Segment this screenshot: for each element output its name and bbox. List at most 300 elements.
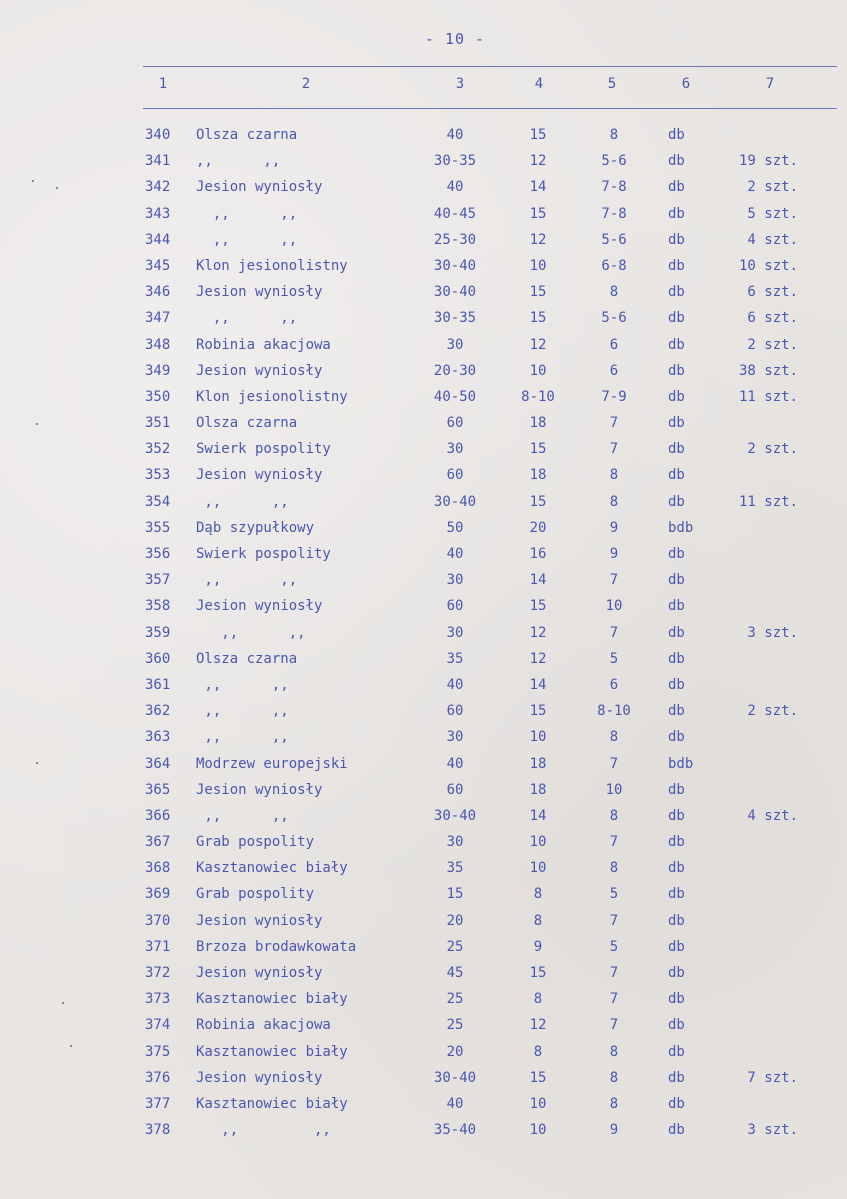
- column-4-value: 12: [529, 1017, 547, 1034]
- column-4-value: 14: [529, 572, 547, 589]
- column-3-value: 30: [446, 624, 464, 641]
- column-6-value: db: [668, 493, 685, 510]
- paper-speck: [32, 180, 34, 182]
- column-6-value: db: [668, 703, 685, 720]
- column-5-value: 9: [609, 1122, 619, 1139]
- row-number: 364: [145, 755, 171, 772]
- column-6-value: db: [668, 676, 685, 693]
- column-3-value: 40: [446, 1095, 464, 1112]
- column-5-value: 5-6: [601, 231, 627, 248]
- table-row: [0, 176, 847, 202]
- row-number: 365: [145, 781, 171, 798]
- column-3-value: 30-40: [433, 807, 477, 824]
- row-number: 343: [145, 205, 171, 222]
- species-name: Jesion wyniosły: [196, 467, 323, 484]
- column-3-value: 35: [446, 650, 464, 667]
- table-row: [0, 307, 847, 333]
- column-3-value: 30: [446, 729, 464, 746]
- row-number: 375: [145, 1043, 171, 1060]
- row-number: 358: [145, 598, 171, 615]
- column-3-value: 30-40: [433, 493, 477, 510]
- column-6-value: bdb: [668, 519, 694, 536]
- column-header-7: 7: [765, 76, 775, 92]
- column-header-5: 5: [607, 76, 617, 92]
- column-4-value: 12: [529, 624, 547, 641]
- column-4-value: 12: [529, 336, 547, 353]
- table-row: [0, 334, 847, 360]
- column-6-value: db: [668, 729, 685, 746]
- column-6-value: db: [668, 467, 685, 484]
- column-6-value: db: [668, 284, 685, 301]
- table-row: [0, 255, 847, 281]
- table-row: [0, 988, 847, 1014]
- column-3-value: 60: [446, 467, 464, 484]
- species-name: ,, ,,: [196, 729, 289, 746]
- table-row: [0, 517, 847, 543]
- species-name: ,, ,,: [196, 572, 298, 589]
- row-number: 355: [145, 519, 171, 536]
- species-name: Dąb szypułkowy: [196, 519, 315, 536]
- column-4-value: 12: [529, 153, 547, 170]
- column-7-value: 38 szt.: [738, 362, 798, 379]
- species-name: Klon jesionolistny: [196, 257, 348, 274]
- column-4-value: 15: [529, 1069, 547, 1086]
- column-6-value: db: [668, 965, 685, 981]
- species-name: Jesion wyniosły: [196, 284, 323, 301]
- row-number: 363: [145, 729, 171, 746]
- column-3-value: 40: [446, 676, 464, 693]
- column-header-2: 2: [301, 76, 311, 92]
- column-4-value: 10: [529, 1122, 547, 1139]
- column-3-value: 30: [446, 572, 464, 589]
- row-number: 376: [145, 1069, 171, 1086]
- species-name: ,, ,,: [196, 807, 289, 824]
- table-row: [0, 753, 847, 779]
- column-6-value: db: [668, 624, 685, 641]
- table-row: [0, 438, 847, 464]
- table-row: [0, 1119, 847, 1145]
- column-header-3: 3: [455, 76, 465, 92]
- column-5-value: 8: [609, 807, 619, 824]
- row-number: 347: [145, 310, 171, 327]
- table-row: [0, 360, 847, 386]
- column-5-value: 5-6: [601, 310, 627, 327]
- column-4-value: 14: [529, 179, 547, 196]
- row-number: 348: [145, 336, 171, 353]
- column-6-value: db: [668, 336, 685, 353]
- column-6-value: db: [668, 1069, 685, 1086]
- species-name: Olsza czarna: [196, 127, 298, 143]
- column-7-value: 6 szt.: [747, 284, 798, 301]
- row-number: 366: [145, 807, 171, 824]
- column-7-value: 2 szt.: [747, 703, 798, 720]
- column-6-value: db: [668, 231, 685, 248]
- column-3-value: 40-50: [433, 388, 477, 405]
- species-name: Grab pospolity: [196, 886, 315, 903]
- column-5-value: 8: [609, 1069, 619, 1086]
- column-6-value: db: [668, 1095, 685, 1112]
- column-6-value: db: [668, 834, 685, 851]
- column-6-value: db: [668, 257, 685, 274]
- table-row: [0, 674, 847, 700]
- row-number: 346: [145, 284, 171, 301]
- column-6-value: db: [668, 1017, 685, 1034]
- column-3-value: 30-35: [433, 153, 477, 170]
- column-3-value: 30: [446, 834, 464, 851]
- species-name: Jesion wyniosły: [196, 1069, 323, 1086]
- species-name: Olsza czarna: [196, 415, 298, 432]
- table-row: [0, 543, 847, 569]
- column-3-value: 35-40: [433, 1122, 477, 1139]
- column-4-value: 9: [533, 938, 543, 955]
- paper-speck: [56, 187, 58, 189]
- row-number: 340: [145, 127, 171, 143]
- column-3-value: 30-40: [433, 284, 477, 301]
- column-4-value: 18: [529, 415, 547, 432]
- species-name: ,, ,,: [196, 1122, 331, 1139]
- column-6-value: db: [668, 205, 685, 222]
- column-5-value: 5: [609, 886, 619, 903]
- table-row: [0, 1093, 847, 1119]
- species-name: Swierk pospolity: [196, 546, 331, 562]
- row-number: 359: [145, 624, 171, 641]
- column-header-6: 6: [681, 76, 691, 92]
- row-number: 371: [145, 938, 171, 955]
- column-6-value: db: [668, 546, 685, 562]
- column-5-value: 7: [609, 572, 619, 589]
- table-row: [0, 124, 847, 150]
- column-5-value: 7: [609, 834, 619, 851]
- paper-speck: [36, 762, 38, 764]
- row-number: 351: [145, 415, 171, 432]
- table-row: [0, 883, 847, 909]
- paper-speck: [62, 1002, 64, 1004]
- column-4-value: 10: [529, 362, 547, 379]
- table-row: [0, 805, 847, 831]
- column-4-value: 15: [529, 598, 547, 615]
- column-3-value: 20: [446, 1043, 464, 1060]
- column-3-value: 40: [446, 179, 464, 196]
- column-4-value: 14: [529, 676, 547, 693]
- column-7-value: 2 szt.: [747, 336, 798, 353]
- table-row: [0, 1041, 847, 1067]
- table-row: [0, 464, 847, 490]
- column-4-value: 12: [529, 650, 547, 667]
- column-3-value: 40: [446, 755, 464, 772]
- column-4-value: 18: [529, 781, 547, 798]
- species-name: Kasztanowiec biały: [196, 991, 348, 1008]
- table-body: [0, 124, 847, 1145]
- column-6-value: db: [668, 598, 685, 615]
- column-3-value: 40: [446, 546, 464, 562]
- column-5-value: 7: [609, 415, 619, 432]
- column-4-value: 8: [533, 991, 543, 1008]
- column-5-value: 8: [609, 729, 619, 746]
- species-name: Jesion wyniosły: [196, 362, 323, 379]
- species-name: Kasztanowiec biały: [196, 860, 348, 877]
- table-row: [0, 386, 847, 412]
- column-7-value: 7 szt.: [747, 1069, 798, 1086]
- column-7-value: 5 szt.: [747, 205, 798, 222]
- column-7-value: 2 szt.: [747, 179, 798, 196]
- table-row: [0, 857, 847, 883]
- table-row: [0, 962, 847, 988]
- column-5-value: 8: [609, 860, 619, 877]
- row-number: 342: [145, 179, 171, 196]
- column-6-value: db: [668, 781, 685, 798]
- column-5-value: 5: [609, 938, 619, 955]
- column-4-value: 15: [529, 703, 547, 720]
- species-name: Olsza czarna: [196, 650, 298, 667]
- column-4-value: 10: [529, 729, 547, 746]
- row-number: 349: [145, 362, 171, 379]
- row-number: 368: [145, 860, 171, 877]
- column-5-value: 7: [609, 1017, 619, 1034]
- column-6-value: db: [668, 127, 685, 143]
- column-7-value: 6 szt.: [747, 310, 798, 327]
- row-number: 341: [145, 153, 171, 170]
- column-3-value: 25: [446, 938, 464, 955]
- row-number: 350: [145, 388, 171, 405]
- row-number: 374: [145, 1017, 171, 1034]
- species-name: Jesion wyniosły: [196, 598, 323, 615]
- species-name: Grab pospolity: [196, 834, 315, 851]
- table-row: [0, 622, 847, 648]
- species-name: ,, ,,: [196, 205, 298, 222]
- species-name: Kasztanowiec biały: [196, 1095, 348, 1112]
- row-number: 367: [145, 834, 171, 851]
- paper-speck: [70, 1045, 72, 1047]
- paper-speck: [36, 423, 38, 425]
- column-3-value: 50: [446, 519, 464, 536]
- column-4-value: 14: [529, 807, 547, 824]
- species-name: Brzoza brodawkowata: [196, 938, 357, 955]
- column-header-1: 1: [158, 76, 168, 92]
- table-row: [0, 569, 847, 595]
- species-name: ,, ,,: [196, 231, 298, 248]
- column-3-value: 30: [446, 441, 464, 458]
- column-6-value: db: [668, 912, 685, 929]
- column-5-value: 10: [605, 781, 623, 798]
- column-3-value: 25-30: [433, 231, 477, 248]
- table-row: [0, 491, 847, 517]
- column-5-value: 8: [609, 127, 619, 143]
- column-3-value: 30-40: [433, 257, 477, 274]
- column-4-value: 12: [529, 231, 547, 248]
- column-3-value: 30: [446, 336, 464, 353]
- table-row: [0, 726, 847, 752]
- column-3-value: 20-30: [433, 362, 477, 379]
- row-number: 356: [145, 546, 171, 562]
- column-3-value: 60: [446, 415, 464, 432]
- column-5-value: 6: [609, 676, 619, 693]
- row-number: 352: [145, 441, 171, 458]
- table-row: [0, 648, 847, 674]
- column-5-value: 8: [609, 1043, 619, 1060]
- table-row: [0, 779, 847, 805]
- column-4-value: 10: [529, 1095, 547, 1112]
- column-6-value: bdb: [668, 755, 694, 772]
- row-number: 369: [145, 886, 171, 903]
- species-name: Klon jesionolistny: [196, 388, 348, 405]
- species-name: Jesion wyniosły: [196, 912, 323, 929]
- column-5-value: 7: [609, 991, 619, 1008]
- column-6-value: db: [668, 938, 685, 955]
- column-3-value: 25: [446, 1017, 464, 1034]
- column-4-value: 15: [529, 965, 547, 981]
- column-3-value: 40: [446, 127, 464, 143]
- table-row: [0, 281, 847, 307]
- column-6-value: db: [668, 1122, 685, 1139]
- column-6-value: db: [668, 650, 685, 667]
- species-name: Jesion wyniosły: [196, 179, 323, 196]
- column-6-value: db: [668, 1043, 685, 1060]
- row-number: 361: [145, 676, 171, 693]
- column-6-value: db: [668, 991, 685, 1008]
- row-number: 372: [145, 965, 171, 981]
- column-4-value: 15: [529, 205, 547, 222]
- column-3-value: 30-35: [433, 310, 477, 327]
- column-6-value: db: [668, 860, 685, 877]
- species-name: Robinia akacjowa: [196, 1017, 331, 1034]
- table-row: [0, 229, 847, 255]
- column-5-value: 8: [609, 1095, 619, 1112]
- column-6-value: db: [668, 179, 685, 196]
- column-6-value: db: [668, 388, 685, 405]
- table-row: [0, 936, 847, 962]
- row-number: 345: [145, 257, 171, 274]
- column-4-value: 15: [529, 441, 547, 458]
- column-5-value: 7-9: [601, 388, 627, 405]
- row-number: 354: [145, 493, 171, 510]
- column-4-value: 20: [529, 519, 547, 536]
- column-6-value: db: [668, 807, 685, 824]
- column-4-value: 8: [533, 886, 543, 903]
- column-7-value: 19 szt.: [738, 153, 798, 170]
- column-4-value: 10: [529, 860, 547, 877]
- column-7-value: 2 szt.: [747, 441, 798, 458]
- column-header-4: 4: [534, 76, 544, 92]
- species-name: Jesion wyniosły: [196, 965, 323, 981]
- column-3-value: 40-45: [433, 205, 477, 222]
- column-5-value: 7-8: [601, 179, 627, 196]
- column-5-value: 9: [609, 546, 619, 562]
- table-row: [0, 1067, 847, 1093]
- species-name: Jesion wyniosły: [196, 781, 323, 798]
- column-7-value: 3 szt.: [747, 1122, 798, 1139]
- column-4-value: 10: [529, 257, 547, 274]
- table-row: [0, 1014, 847, 1040]
- column-5-value: 5: [609, 650, 619, 667]
- species-name: ,, ,,: [196, 493, 289, 510]
- column-5-value: 7-8: [601, 205, 627, 222]
- species-name: ,, ,,: [196, 310, 298, 327]
- column-6-value: db: [668, 310, 685, 327]
- column-5-value: 7: [609, 441, 619, 458]
- column-5-value: 8: [609, 467, 619, 484]
- table-row: [0, 412, 847, 438]
- column-5-value: 7: [609, 965, 619, 981]
- column-4-value: 8-10: [521, 388, 555, 405]
- column-5-value: 5-6: [601, 153, 627, 170]
- column-3-value: 35: [446, 860, 464, 877]
- column-3-value: 60: [446, 703, 464, 720]
- column-6-value: db: [668, 572, 685, 589]
- column-4-value: 18: [529, 755, 547, 772]
- column-5-value: 7: [609, 912, 619, 929]
- species-name: ,, ,,: [196, 153, 281, 170]
- column-6-value: db: [668, 415, 685, 432]
- column-4-value: 18: [529, 467, 547, 484]
- column-7-value: 4 szt.: [747, 807, 798, 824]
- column-6-value: db: [668, 153, 685, 170]
- row-number: 377: [145, 1095, 171, 1112]
- row-number: 370: [145, 912, 171, 929]
- table-row: [0, 203, 847, 229]
- species-name: ,, ,,: [196, 703, 289, 720]
- species-name: ,, ,,: [196, 624, 306, 641]
- column-4-value: 15: [529, 493, 547, 510]
- column-7-value: 11 szt.: [738, 493, 798, 510]
- column-6-value: db: [668, 362, 685, 379]
- column-5-value: 8: [609, 493, 619, 510]
- column-4-value: 15: [529, 310, 547, 327]
- column-6-value: db: [668, 886, 685, 903]
- table-row: [0, 700, 847, 726]
- column-5-value: 10: [605, 598, 623, 615]
- row-number: 362: [145, 703, 171, 720]
- table-row: [0, 910, 847, 936]
- column-4-value: 16: [529, 546, 547, 562]
- column-7-value: 4 szt.: [747, 231, 798, 248]
- table-top-rule: [143, 66, 837, 67]
- species-name: Swierk pospolity: [196, 441, 331, 458]
- column-5-value: 7: [609, 755, 619, 772]
- table-row: [0, 831, 847, 857]
- column-4-value: 8: [533, 912, 543, 929]
- column-3-value: 45: [446, 965, 464, 981]
- column-3-value: 60: [446, 598, 464, 615]
- row-number: 353: [145, 467, 171, 484]
- column-3-value: 15: [446, 886, 464, 903]
- row-number: 360: [145, 650, 171, 667]
- column-5-value: 6-8: [601, 257, 627, 274]
- column-3-value: 60: [446, 781, 464, 798]
- row-number: 357: [145, 572, 171, 589]
- column-5-value: 8: [609, 284, 619, 301]
- column-4-value: 8: [533, 1043, 543, 1060]
- species-name: Modrzew europejski: [196, 755, 348, 772]
- species-name: ,, ,,: [196, 676, 289, 693]
- column-3-value: 25: [446, 991, 464, 1008]
- column-4-value: 10: [529, 834, 547, 851]
- column-7-value: 3 szt.: [747, 624, 798, 641]
- column-3-value: 20: [446, 912, 464, 929]
- row-number: 373: [145, 991, 171, 1008]
- row-number: 378: [145, 1122, 171, 1139]
- row-number: 344: [145, 231, 171, 248]
- table-row: [0, 150, 847, 176]
- column-6-value: db: [668, 441, 685, 458]
- column-4-value: 15: [529, 284, 547, 301]
- column-5-value: 9: [609, 519, 619, 536]
- column-5-value: 8-10: [597, 703, 631, 720]
- column-7-value: 11 szt.: [738, 388, 798, 405]
- table-header-rule: [143, 108, 837, 109]
- column-4-value: 15: [529, 127, 547, 143]
- column-3-value: 30-40: [433, 1069, 477, 1086]
- species-name: Kasztanowiec biały: [196, 1043, 348, 1060]
